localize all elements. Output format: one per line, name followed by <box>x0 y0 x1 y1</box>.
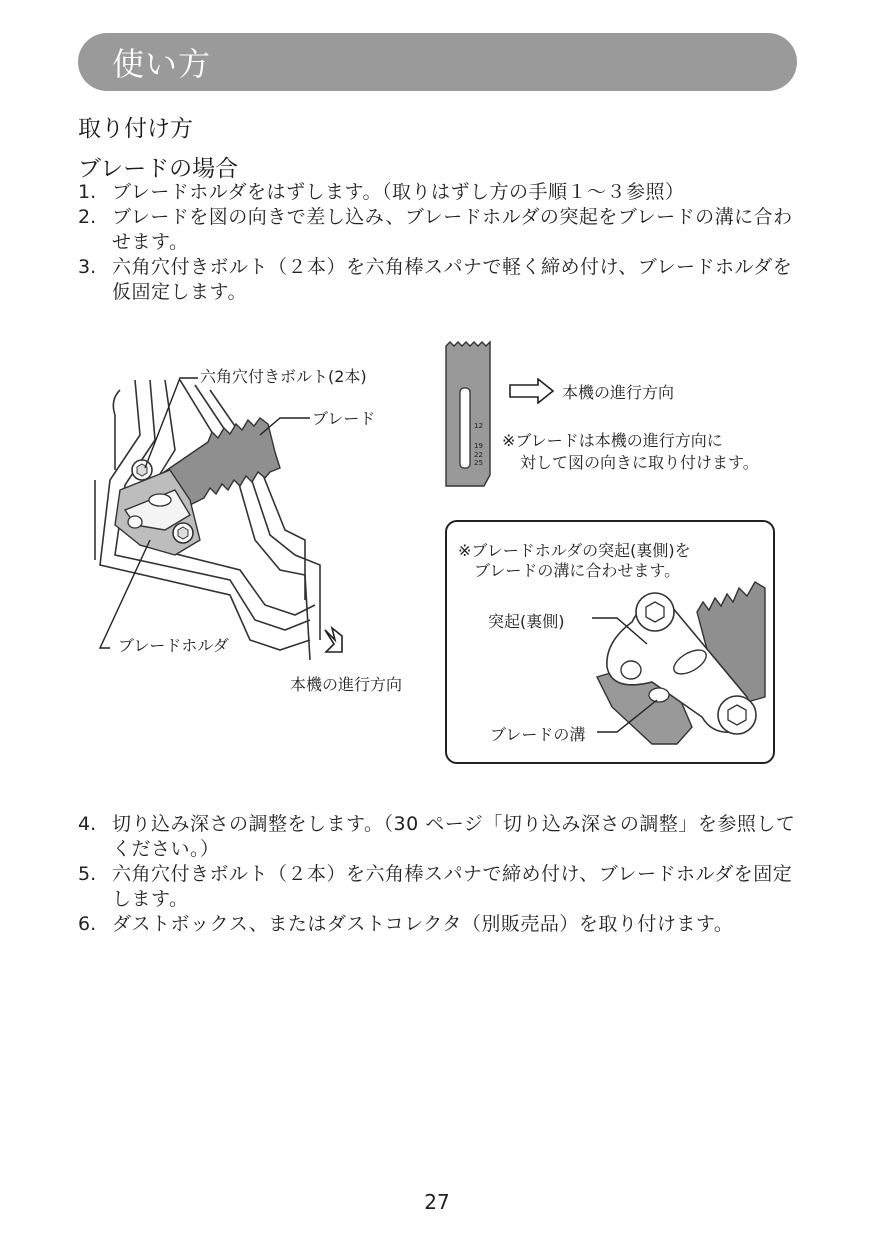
groove-label: ブレードの溝 <box>490 725 586 744</box>
blade-note-line1: ※ブレードは本機の進行方向に <box>502 431 723 450</box>
inset-note-line1: ※ブレードホルダの突起(裏側)を <box>458 541 691 560</box>
step-number: 2. <box>78 206 97 228</box>
step-text: ダストボックス、またはダストコレクタ（別販売品）を取り付けます。 <box>112 913 734 935</box>
steps-list-a <box>78 180 798 305</box>
step-text: ブレードを図の向きで差し込み、ブレードホルダの突起をブレードの溝に合わせます。 <box>112 206 793 253</box>
direction-arrow-icon <box>508 378 556 404</box>
blade-mark: 25 <box>474 459 483 467</box>
step-number: 1. <box>78 181 97 203</box>
step-number: 6. <box>78 913 97 935</box>
step-number: 5. <box>78 863 97 885</box>
blade-mark: 22 <box>474 451 483 459</box>
step-text: ブレードホルダをはずします。（取りはずし方の手順１～３参照） <box>112 181 685 203</box>
section-header-title: 使い方 <box>112 45 212 83</box>
step-item <box>78 255 798 305</box>
step-item <box>78 180 798 205</box>
inset-note-line2: ブレードの溝に合わせます。 <box>474 561 681 580</box>
bolt-label: 六角穴付きボルト(2本) <box>200 367 367 386</box>
direction-label-blade: 本機の進行方向 <box>562 383 675 402</box>
step-text: 六角穴付きボルト（２本）を六角棒スパナで締め付け、ブレードホルダを固定します。 <box>112 863 793 910</box>
section-subtitle: ブレードの場合 <box>78 156 239 182</box>
step-item <box>78 912 798 937</box>
blade-note-line2: 対して図の向きに取り付けます。 <box>520 453 759 472</box>
direction-label-main: 本機の進行方向 <box>290 675 403 694</box>
page-number: 27 <box>424 1190 450 1214</box>
step-number: 3. <box>78 256 97 278</box>
step-item <box>78 812 798 862</box>
step-number: 4. <box>78 813 97 835</box>
blade-diagram <box>440 340 500 490</box>
steps-list-b <box>78 812 798 937</box>
blade-mark: 19 <box>474 442 483 450</box>
step-text: 切り込み深さの調整をします。（30 ページ「切り込み深さの調整」を参照してください。） <box>112 813 796 860</box>
protrusion-label: 突起(裏側) <box>488 612 565 631</box>
step-item <box>78 205 798 255</box>
section-header-bar <box>78 33 797 91</box>
step-text: 六角穴付きボルト（２本）を六角棒スパナで軽く締め付け、ブレードホルダを仮固定します。 <box>112 256 793 303</box>
holder-label: ブレードホルダ <box>118 636 229 655</box>
section-title: 取り付け方 <box>78 116 193 142</box>
blade-label: ブレード <box>312 409 376 428</box>
blade-mark: 12 <box>474 422 483 430</box>
step-item <box>78 862 798 912</box>
